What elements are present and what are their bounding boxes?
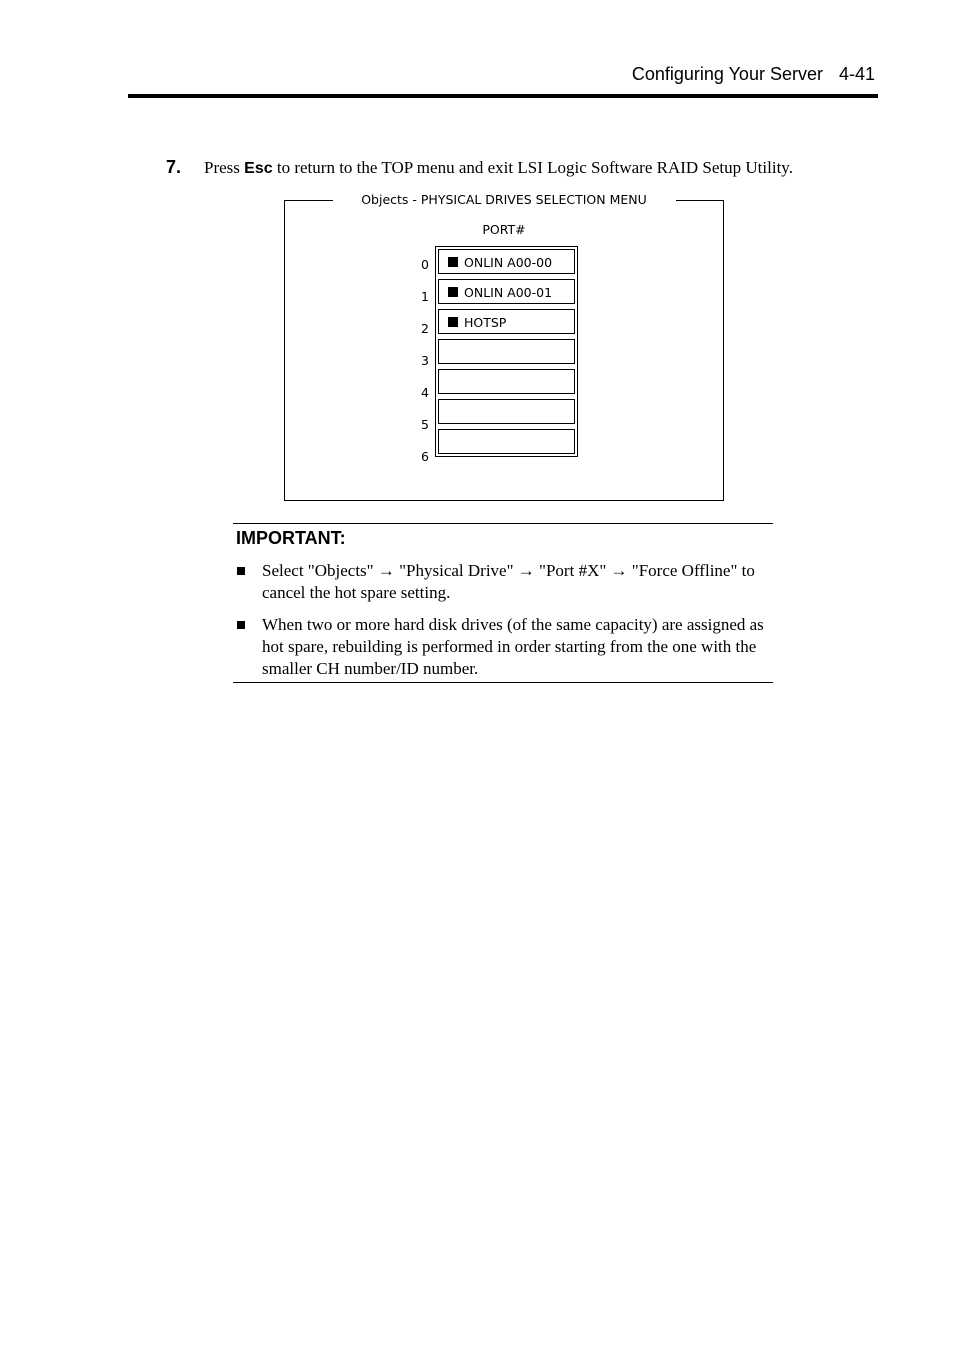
- port-status: ONLIN A00-00: [464, 255, 553, 270]
- port-list: [435, 246, 578, 457]
- drive-marker-icon: [448, 317, 458, 327]
- port-label: PORT#: [482, 222, 526, 237]
- bullet-square-icon: [237, 567, 245, 575]
- header-rule: [128, 94, 878, 98]
- important-bullet: [233, 614, 773, 680]
- esc-key: Esc: [244, 160, 273, 177]
- port-number: 0: [421, 257, 429, 272]
- port-slot-6[interactable]: [438, 429, 575, 454]
- port-numbers: [413, 254, 429, 478]
- port-status: ONLIN A00-01: [464, 285, 553, 300]
- port-number: 5: [421, 417, 429, 432]
- drive-marker-icon: [448, 257, 458, 267]
- port-number: 4: [421, 385, 429, 400]
- port-number: 1: [421, 289, 429, 304]
- step-text-pre: Press: [204, 158, 245, 177]
- step-number: 7.: [166, 157, 182, 177]
- running-header: [632, 64, 875, 85]
- port-slot-3[interactable]: [438, 339, 575, 364]
- important-box: [233, 523, 773, 683]
- step-7: [166, 157, 793, 178]
- bullet-text: When two or more hard disk drives (of the same capacity) are assigned as hot spare, rebuilding is performed in order starting from the one with the smaller CH number/ID number.: [262, 615, 764, 678]
- drive-marker-icon: [448, 287, 458, 297]
- important-bullet: [233, 560, 773, 604]
- port-slot-4[interactable]: [438, 369, 575, 394]
- physical-drives-screen: [284, 192, 724, 501]
- step-text-post: to return to the TOP menu and exit LSI Logic Software RAID Setup Utility.: [272, 158, 793, 177]
- port-slot-5[interactable]: [438, 399, 575, 424]
- port-number: 2: [421, 321, 429, 336]
- page-number: 4-41: [838, 64, 875, 84]
- bullet-square-icon: [237, 621, 245, 629]
- port-number: 3: [421, 353, 429, 368]
- header-title: Configuring Your Server: [631, 64, 823, 84]
- port-number: 6: [421, 449, 429, 464]
- port-slot-1[interactable]: [438, 279, 575, 304]
- port-status: HOTSP: [464, 315, 507, 330]
- important-title: IMPORTANT:: [236, 528, 346, 548]
- port-slot-0[interactable]: [438, 249, 575, 274]
- port-slot-2[interactable]: [438, 309, 575, 334]
- bullet-text: Select "Objects" → "Physical Drive" → "Port #X" → "Force Offline" to cancel the hot spare setting.: [262, 561, 755, 602]
- screen-title: Objects - PHYSICAL DRIVES SELECTION MENU: [361, 192, 647, 207]
